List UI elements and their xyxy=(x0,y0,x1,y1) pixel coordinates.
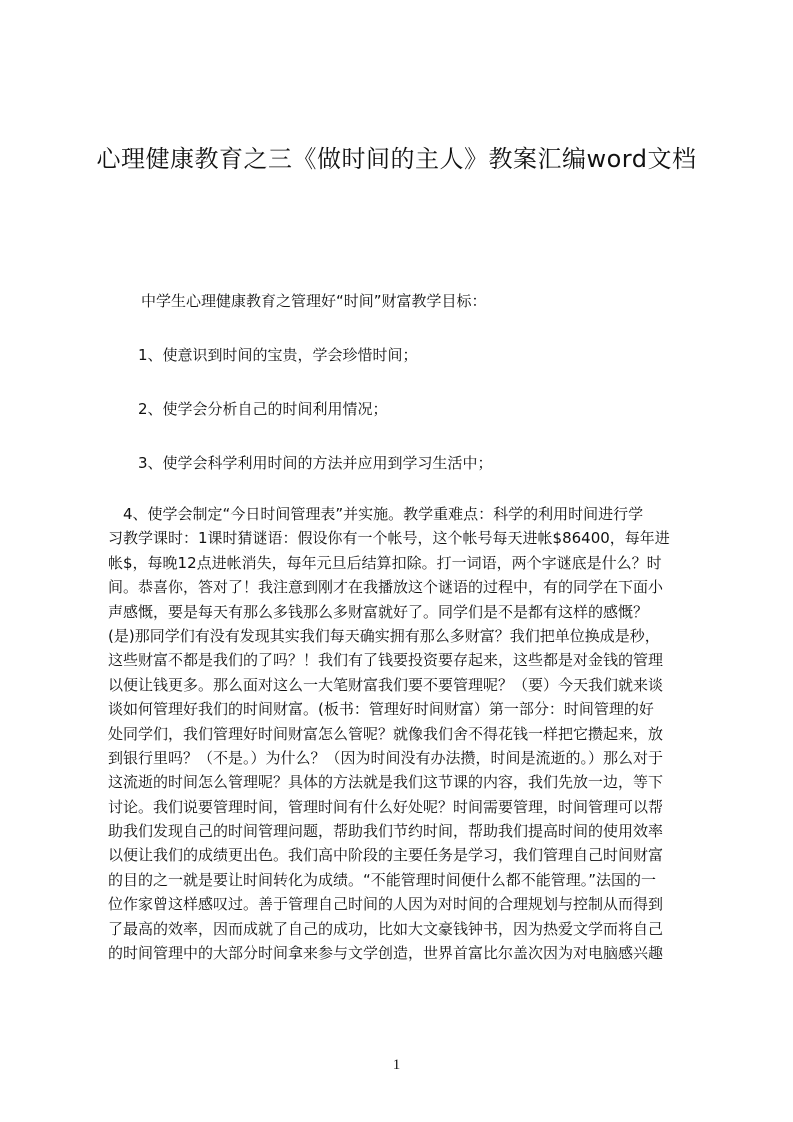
body-line: 以便让钱更多。那么面对这么一大笔财富我们要不要管理呢？（要）今天我们就来谈 xyxy=(108,675,664,694)
body-line: 以便让我们的成绩更出色。我们高中阶段的主要任务是学习，我们管理自己时间财富 xyxy=(108,846,664,865)
body-line: 这流逝的时间怎么管理呢？具体的方法就是我们这节课的内容，我们先放一边，等下 xyxy=(108,773,664,792)
paragraph-objective-3: 3、使学会科学利用时间的方法并应用到学习生活中； xyxy=(138,454,493,472)
body-paragraph xyxy=(108,502,708,965)
body-line: 间。恭喜你，答对了！我注意到刚才在我播放这个谜语的过程中，有的同学在下面小 xyxy=(108,578,664,597)
body-line: 4、使学会制定“今日时间管理表”并实施。教学重难点：科学的利用时间进行学 xyxy=(108,505,644,523)
body-line: 习教学课时：1课时猜谜语：假设你有一个帐号，这个帐号每天进帐$86400，每年进 xyxy=(108,529,670,548)
paragraph-objectives-heading: 中学生心理健康教育之管理好“时间”财富教学目标： xyxy=(141,292,487,310)
body-line: 这些财富不都是我们的了吗？！我们有了钱要投资要存起来，这些都是对金钱的管理 xyxy=(108,651,664,670)
body-line: 到银行里吗？（不是。）为什么？（因为时间没有办法攒，时间是流逝的。）那么对于 xyxy=(108,748,664,767)
body-line: 的时间管理中的大部分时间拿来参与文学创造，世界首富比尔盖次因为对电脑感兴趣 xyxy=(108,944,664,963)
body-line: 声感慨，要是每天有那么多钱那么多财富就好了。同学们是不是都有这样的感慨？ xyxy=(108,602,649,621)
document-title: 心理健康教育之三《做时间的主人》教案汇编word文档 xyxy=(96,145,697,173)
paragraph-objective-1: 1、使意识到时间的宝贵，学会珍惜时间； xyxy=(138,346,418,364)
body-line: 了最高的效率，因而成就了自己的成功，比如大文豪钱钟书，因为热爱文学而将自己 xyxy=(108,919,664,938)
paragraph-objective-2: 2、使学会分析自己的时间利用情况； xyxy=(138,400,388,418)
body-line: 助我们发现自己的时间管理问题，帮助我们节约时间，帮助我们提高时间的使用效率 xyxy=(108,822,664,841)
body-line: 的目的之一就是要让时间转化为成绩。“不能管理时间便什么都不能管理。”法国的一 xyxy=(108,870,657,889)
page-number: 1 xyxy=(392,1057,401,1073)
body-line: 谈如何管理好我们的时间财富。(板书：管理好时间财富）第一部分：时间管理的好 xyxy=(108,700,654,719)
body-line: 讨论。我们说要管理时间，管理时间有什么好处呢？时间需要管理，时间管理可以帮 xyxy=(108,797,664,816)
body-line: 处同学们，我们管理好时间财富怎么管呢？就像我们舍不得花钱一样把它攒起来，放 xyxy=(108,724,664,743)
body-line: (是)那同学们有没有发现其实我们每天确实拥有那么多财富？我们把单位换成是秒， xyxy=(108,626,660,645)
body-line: 帐$，每晚12点进帐消失，每年元旦后结算扣除。打一词语，两个字谜底是什么？时 xyxy=(108,553,662,572)
body-line: 位作家曾这样感叹过。善于管理自己时间的人因为对时间的合理规划与控制从而得到 xyxy=(108,895,664,914)
